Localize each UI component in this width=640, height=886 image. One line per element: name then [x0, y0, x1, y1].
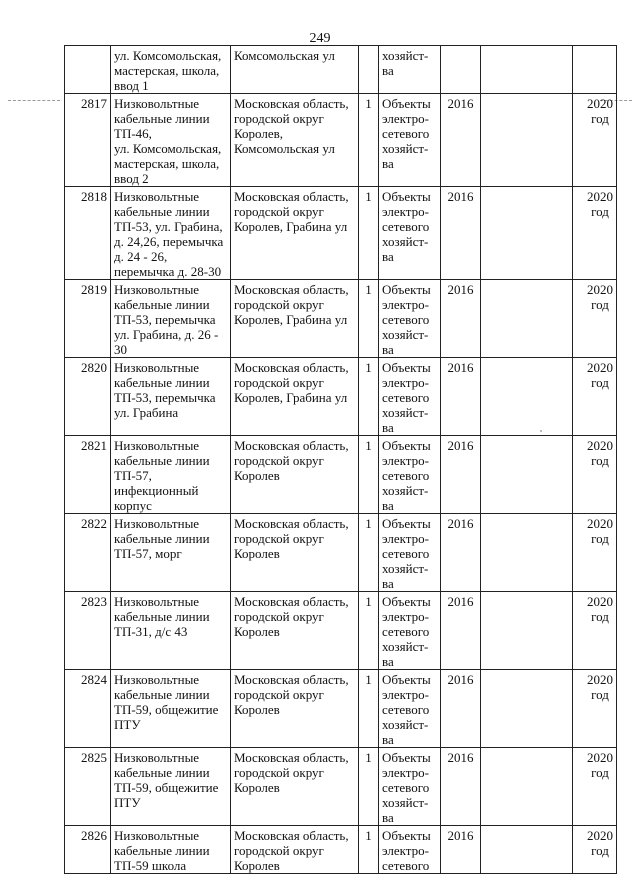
commission-year-text: 2016 [447, 189, 474, 204]
object-quantity-text: 1 [365, 189, 372, 204]
commission-year [441, 94, 481, 187]
registry-table [64, 45, 617, 874]
row-number [65, 514, 111, 592]
object-type [379, 46, 441, 94]
table-row [65, 94, 617, 187]
empty-cell [481, 514, 573, 592]
deadline [573, 748, 617, 826]
object-name [111, 280, 231, 358]
object-address [231, 94, 359, 187]
object-address [231, 280, 359, 358]
row-number-text: 2824 [81, 672, 107, 687]
object-address-text: Московская область, городской округ Королев [234, 750, 349, 795]
row-number-text: 2826 [81, 828, 107, 843]
deadline [573, 436, 617, 514]
commission-year [441, 358, 481, 436]
row-number [65, 670, 111, 748]
object-name-text: ул. Комсомольская, мастерская, школа, ввод 1 [114, 48, 222, 93]
empty-cell [481, 670, 573, 748]
object-name [111, 592, 231, 670]
row-number [65, 187, 111, 280]
row-number [65, 280, 111, 358]
table-row [65, 592, 617, 670]
table-row [65, 670, 617, 748]
deadline-text: 2020 год [587, 282, 613, 312]
object-name [111, 670, 231, 748]
page-number: 249 [309, 31, 331, 46]
row-number [65, 826, 111, 874]
object-address [231, 46, 359, 94]
commission-year [441, 826, 481, 874]
object-quantity-text: 1 [365, 360, 372, 375]
row-number [65, 592, 111, 670]
deadline [573, 280, 617, 358]
deadline-text: 2020 год [587, 360, 613, 390]
object-quantity-text: 1 [365, 828, 372, 843]
deadline-text: 2020 год [587, 438, 613, 468]
object-name [111, 514, 231, 592]
object-name [111, 826, 231, 874]
row-number-text: 2818 [81, 189, 107, 204]
object-address-text: Московская область, городской округ Королев, Грабина ул [234, 282, 349, 327]
object-quantity [359, 46, 379, 94]
object-address-text: Московская область, городской округ Королев [234, 828, 349, 873]
table-row [65, 358, 617, 436]
deadline-text: 2020 год [587, 96, 613, 126]
object-type-text: Объекты электро- сетевого хозяйст- ва [382, 438, 431, 513]
commission-year-text: 2016 [447, 750, 474, 765]
commission-year-text: 2016 [447, 672, 474, 687]
empty-cell [481, 187, 573, 280]
object-quantity-text: 1 [365, 672, 372, 687]
object-address [231, 826, 359, 874]
object-name-text: Низковольтные кабельные линии ТП-31, д/с 43 [114, 594, 210, 639]
row-number [65, 436, 111, 514]
object-name-text: Низковольтные кабельные линии ТП-59, общежитие ПТУ [114, 750, 219, 810]
object-quantity-text: 1 [365, 750, 372, 765]
object-type [379, 514, 441, 592]
object-quantity [359, 748, 379, 826]
object-address [231, 670, 359, 748]
empty-cell [481, 94, 573, 187]
object-name-text: Низковольтные кабельные линии ТП-57, морг [114, 516, 210, 561]
object-type-text: Объекты электро- сетевого хозяйст- ва [382, 750, 431, 825]
object-type [379, 826, 441, 874]
object-type [379, 670, 441, 748]
deadline-text: 2020 год [587, 594, 613, 624]
empty-cell [481, 826, 573, 874]
table-row [65, 187, 617, 280]
commission-year [441, 514, 481, 592]
commission-year-text: 2016 [447, 282, 474, 297]
object-type-text: Объекты электро- сетевого хозяйст- ва [382, 360, 431, 435]
row-number-text: 2820 [81, 360, 107, 375]
commission-year [441, 670, 481, 748]
object-type-text: Объекты электро- сетевого хозяйст- ва [382, 189, 431, 264]
table-row [65, 46, 617, 94]
object-type-text: хозяйст- ва [382, 48, 429, 78]
commission-year [441, 187, 481, 280]
object-name-text: Низковольтные кабельные линии ТП-57, инфекционный корпус [114, 438, 210, 513]
commission-year [441, 46, 481, 94]
row-number [65, 748, 111, 826]
object-quantity-text: 1 [365, 96, 372, 111]
row-number [65, 358, 111, 436]
deadline [573, 826, 617, 874]
row-number-text: 2819 [81, 282, 107, 297]
object-name [111, 94, 231, 187]
object-name [111, 436, 231, 514]
object-quantity-text: 1 [365, 282, 372, 297]
object-name-text: Низковольтные кабельные линии ТП-59 школа [114, 828, 210, 873]
commission-year-text: 2016 [447, 438, 474, 453]
object-address-text: Московская область, городской округ Королев, Комсомольская ул [234, 96, 349, 156]
table-row [65, 514, 617, 592]
object-type-text: Объекты электро- сетевого хозяйст- ва [382, 594, 431, 669]
empty-cell [481, 748, 573, 826]
commission-year-text: 2016 [447, 96, 474, 111]
commission-year-text: 2016 [447, 594, 474, 609]
row-number-text: 2817 [81, 96, 107, 111]
object-quantity [359, 94, 379, 187]
row-number-text: 2821 [81, 438, 107, 453]
object-name [111, 46, 231, 94]
object-name-text: Низковольтные кабельные линии ТП-53, ул. Грабина, д. 24,26, перемычка д. 24 - 26, перемычка д. 28-30 [114, 189, 224, 279]
row-number-text: 2822 [81, 516, 107, 531]
object-address [231, 187, 359, 280]
object-address-text: Московская область, городской округ Королев [234, 438, 349, 483]
row-number-text: 2823 [81, 594, 107, 609]
object-type [379, 748, 441, 826]
commission-year [441, 436, 481, 514]
object-type-text: Объекты электро- сетевого [382, 828, 431, 873]
object-type-text: Объекты электро- сетевого хозяйст- ва [382, 516, 431, 591]
commission-year [441, 592, 481, 670]
object-address [231, 358, 359, 436]
deadline [573, 514, 617, 592]
scan-artifact [8, 100, 60, 102]
table-row [65, 826, 617, 874]
deadline-text: 2020 год [587, 516, 613, 546]
object-address-text: Московская область, городской округ Королев [234, 594, 349, 639]
object-quantity [359, 358, 379, 436]
commission-year [441, 280, 481, 358]
object-name [111, 187, 231, 280]
commission-year-text: 2016 [447, 828, 474, 843]
object-name [111, 748, 231, 826]
empty-cell [481, 280, 573, 358]
commission-year-text: 2016 [447, 516, 474, 531]
deadline [573, 187, 617, 280]
deadline-text: 2020 год [587, 189, 613, 219]
deadline [573, 592, 617, 670]
object-address-text: Московская область, городской округ Королев, Грабина ул [234, 360, 349, 405]
object-address [231, 748, 359, 826]
row-number-text: 2825 [81, 750, 107, 765]
object-type [379, 592, 441, 670]
object-name-text: Низковольтные кабельные линии ТП-46, ул. Комсомольская, мастерская, школа, ввод 2 [114, 96, 222, 186]
deadline-text: 2020 год [587, 672, 613, 702]
object-quantity [359, 826, 379, 874]
object-name [111, 358, 231, 436]
object-quantity [359, 670, 379, 748]
object-address-text: Комсомольская ул [234, 48, 335, 63]
object-quantity [359, 280, 379, 358]
object-address-text: Московская область, городской округ Королев, Грабина ул [234, 189, 349, 234]
object-quantity-text: 1 [365, 438, 372, 453]
deadline [573, 94, 617, 187]
empty-cell [481, 358, 573, 436]
row-number [65, 94, 111, 187]
object-name-text: Низковольтные кабельные линии ТП-59, общежитие ПТУ [114, 672, 219, 732]
object-quantity [359, 436, 379, 514]
commission-year-text: 2016 [447, 360, 474, 375]
deadline-text: 2020 год [587, 828, 613, 858]
table-row [65, 280, 617, 358]
object-quantity [359, 514, 379, 592]
object-type-text: Объекты электро- сетевого хозяйст- ва [382, 672, 431, 747]
object-address-text: Московская область, городской округ Королев [234, 672, 349, 717]
table-body [65, 46, 617, 874]
object-name-text: Низковольтные кабельные линии ТП-53, перемычка ул. Грабина [114, 360, 216, 420]
object-type [379, 280, 441, 358]
object-address-text: Московская область, городской округ Королев [234, 516, 349, 561]
object-type-text: Объекты электро- сетевого хозяйст- ва [382, 96, 431, 171]
table-row [65, 748, 617, 826]
empty-cell [481, 592, 573, 670]
deadline [573, 358, 617, 436]
commission-year [441, 748, 481, 826]
object-quantity-text: 1 [365, 516, 372, 531]
object-quantity [359, 187, 379, 280]
empty-cell [481, 46, 573, 94]
object-quantity-text: 1 [365, 594, 372, 609]
deadline [573, 46, 617, 94]
table-row [65, 436, 617, 514]
object-address [231, 436, 359, 514]
object-type [379, 436, 441, 514]
row-number [65, 46, 111, 94]
object-quantity [359, 592, 379, 670]
deadline [573, 670, 617, 748]
object-type-text: Объекты электро- сетевого хозяйст- ва [382, 282, 431, 357]
object-address [231, 592, 359, 670]
object-type [379, 94, 441, 187]
deadline-text: 2020 год [587, 750, 613, 780]
object-address [231, 514, 359, 592]
object-name-text: Низковольтные кабельные линии ТП-53, перемычка ул. Грабина, д. 26 - 30 [114, 282, 219, 357]
object-type [379, 358, 441, 436]
object-type [379, 187, 441, 280]
empty-cell [481, 436, 573, 514]
